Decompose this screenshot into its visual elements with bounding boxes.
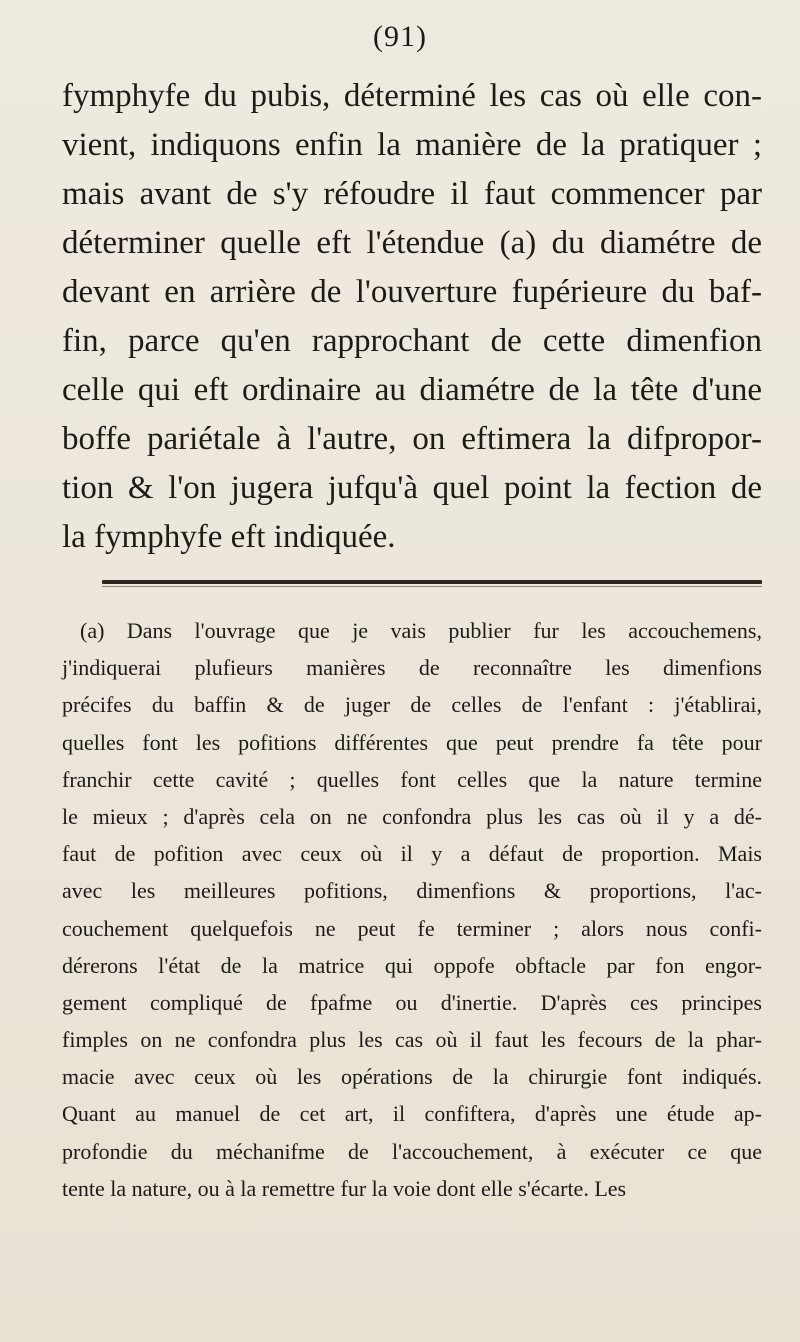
main-text-line: celle qui eft ordinaire au diamétre de la tête d'une [62,372,762,408]
footnote-block [62,612,762,1207]
main-text-line: déterminer quelle eft l'étendue (a) du diamétre de [62,225,762,261]
footnote-line: couchement quelquefois ne peut fe terminer ; alors nous confi- [62,915,762,941]
footnote-line: profondie du méchanifme de l'accouchement, à exécuter ce que [62,1138,762,1164]
footnote-line: tente la nature, ou à la remettre fur la voie dont elle s'écarte. Les [62,1175,627,1201]
footnote-line: j'indiquerai plufieurs manières de reconnaître les dimenfions [62,655,762,681]
footnote-line: franchir cette cavité ; quelles font celles que la nature termine [62,766,762,792]
footnote-line: dérerons l'état de la matrice qui oppofe obftacle par fon engor- [62,952,762,978]
main-text-line: devant en arrière de l'ouverture fupérieure du baf- [62,274,762,310]
main-text-line: la fymphyfe eft indiquée. [62,519,396,555]
main-text-line: boffe pariétale à l'autre, on eftimera la difpropor- [62,421,762,457]
main-text-block [62,72,762,562]
footnote-line: avec les meilleures pofitions, dimenfions & proportions, l'ac- [62,878,762,904]
footnote-line: (a) Dans l'ouvrage que je vais publier fur les accouchemens, [80,618,762,643]
footnote-line: gement compliqué de fpafme ou d'inertie. D'après ces principes [62,989,762,1015]
footnote-line: Quant au manuel de cet art, il confiftera, d'après une étude ap- [62,1101,762,1127]
footnote-separator-rule [102,580,762,584]
footnote-line: quelles font les pofitions différentes que peut prendre fa tête pour [62,729,762,755]
footnote-line: fimples on ne confondra plus les cas où il faut les fecours de la phar- [62,1027,762,1053]
main-text-line: mais avant de s'y réfoudre il faut commencer par [62,176,762,212]
page-number: (91) [373,20,427,53]
footnote-line: précifes du baffin & de juger de celles de l'enfant : j'établirai, [62,692,762,718]
footnote-separator-hairline [102,586,762,587]
main-text-line: fymphyfe du pubis, déterminé les cas où elle con- [62,78,762,114]
main-text-line: tion & l'on jugera jufqu'à quel point la fection de [62,470,762,506]
footnote-line: le mieux ; d'après cela on ne confondra plus les cas où il y a dé- [62,803,762,829]
footnote-line: macie avec ceux où les opérations de la chirurgie font indiqués. [62,1064,762,1090]
main-text-line: vient, indiquons enfin la manière de la pratiquer ; [62,127,762,163]
main-text-line: fin, parce qu'en rapprochant de cette dimenfion [62,323,762,359]
footnote-line: faut de pofition avec ceux où il y a défaut de proportion. Mais [62,841,762,867]
